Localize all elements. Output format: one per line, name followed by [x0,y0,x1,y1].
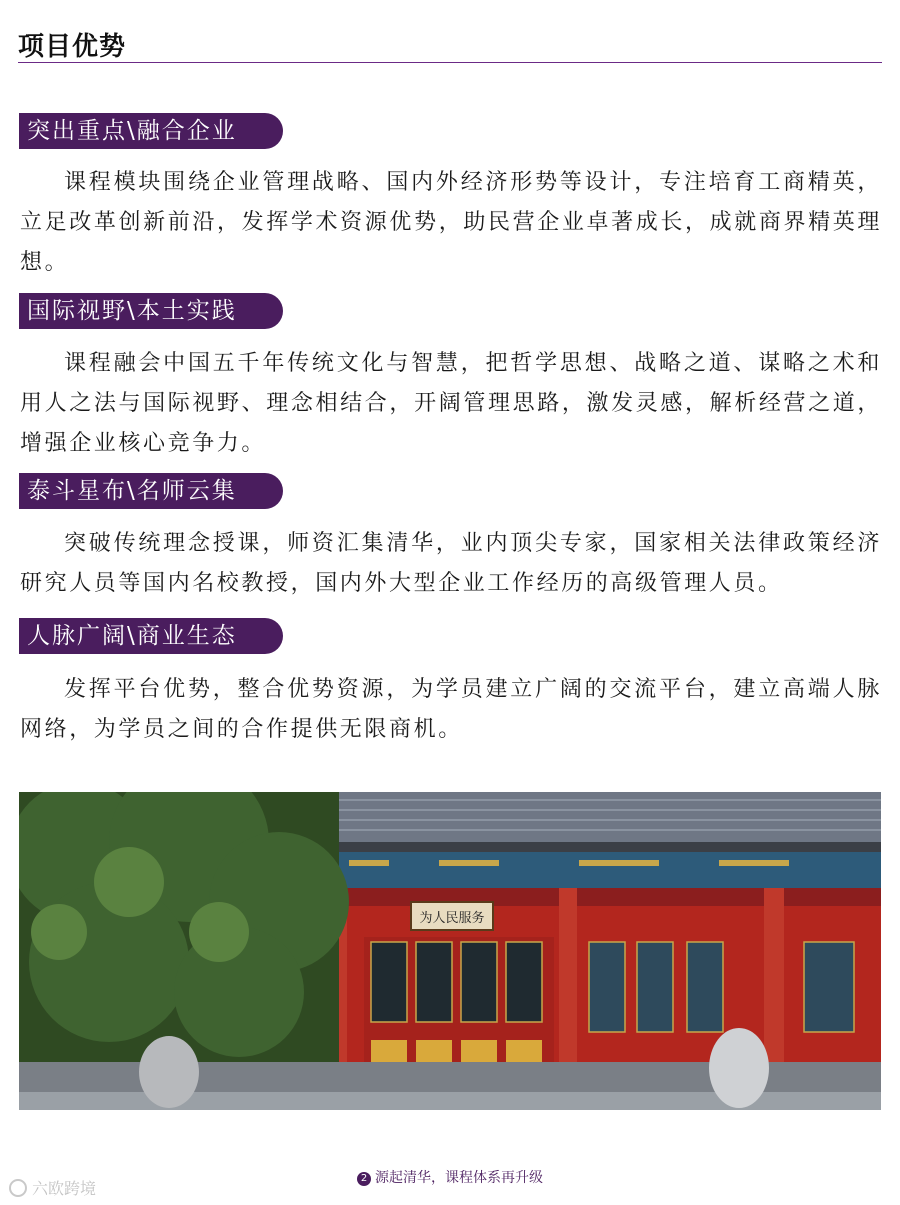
plaque-text: 为人民服务 [419,911,485,926]
section-body-3: 突破传统理念授课，师资汇集清华，业内顶尖专家，国家相关法律政策经济研究人员等国内名校教授，国内外大型企业工作经历的高级管理人员。 [20,531,882,596]
header-divider [18,62,882,63]
campus-gate-photo [19,792,881,1110]
page-number-badge: 2 [357,1172,371,1186]
footer-caption-text: 源起清华，课程体系再升级 [375,1170,543,1186]
section-heading-4: 人脉广阔\商业生态 [19,618,283,654]
section-heading-3: 泰斗星布\名师云集 [19,473,283,509]
section-body-2: 课程融会中国五千年传统文化与智慧，把哲学思想、战略之道、谋略之术和用人之法与国际视野、理念相结合，开阔管理思路，激发灵感，解析经营之道，增强企业核心竞争力。 [20,351,882,456]
page-title: 项目优势 [18,32,127,62]
page-header [18,20,882,64]
section-heading-2: 国际视野\本土实践 [19,293,283,329]
watermark-text: 六欧跨境 [32,1179,97,1198]
section-heading-1: 突出重点\融合企业 [19,113,283,149]
footer-caption [0,1167,900,1187]
section-body-4: 发挥平台优势，整合优势资源，为学员建立广阔的交流平台，建立高端人脉网络，为学员之间的合作提供无限商机。 [20,677,882,742]
watermark-logo [8,1177,120,1199]
section-body-1: 课程模块围绕企业管理战略、国内外经济形势等设计，专注培育工商精英，立足改革创新前沿，发挥学术资源优势，助民营企业卓著成长，成就商界精英理想。 [20,170,882,275]
